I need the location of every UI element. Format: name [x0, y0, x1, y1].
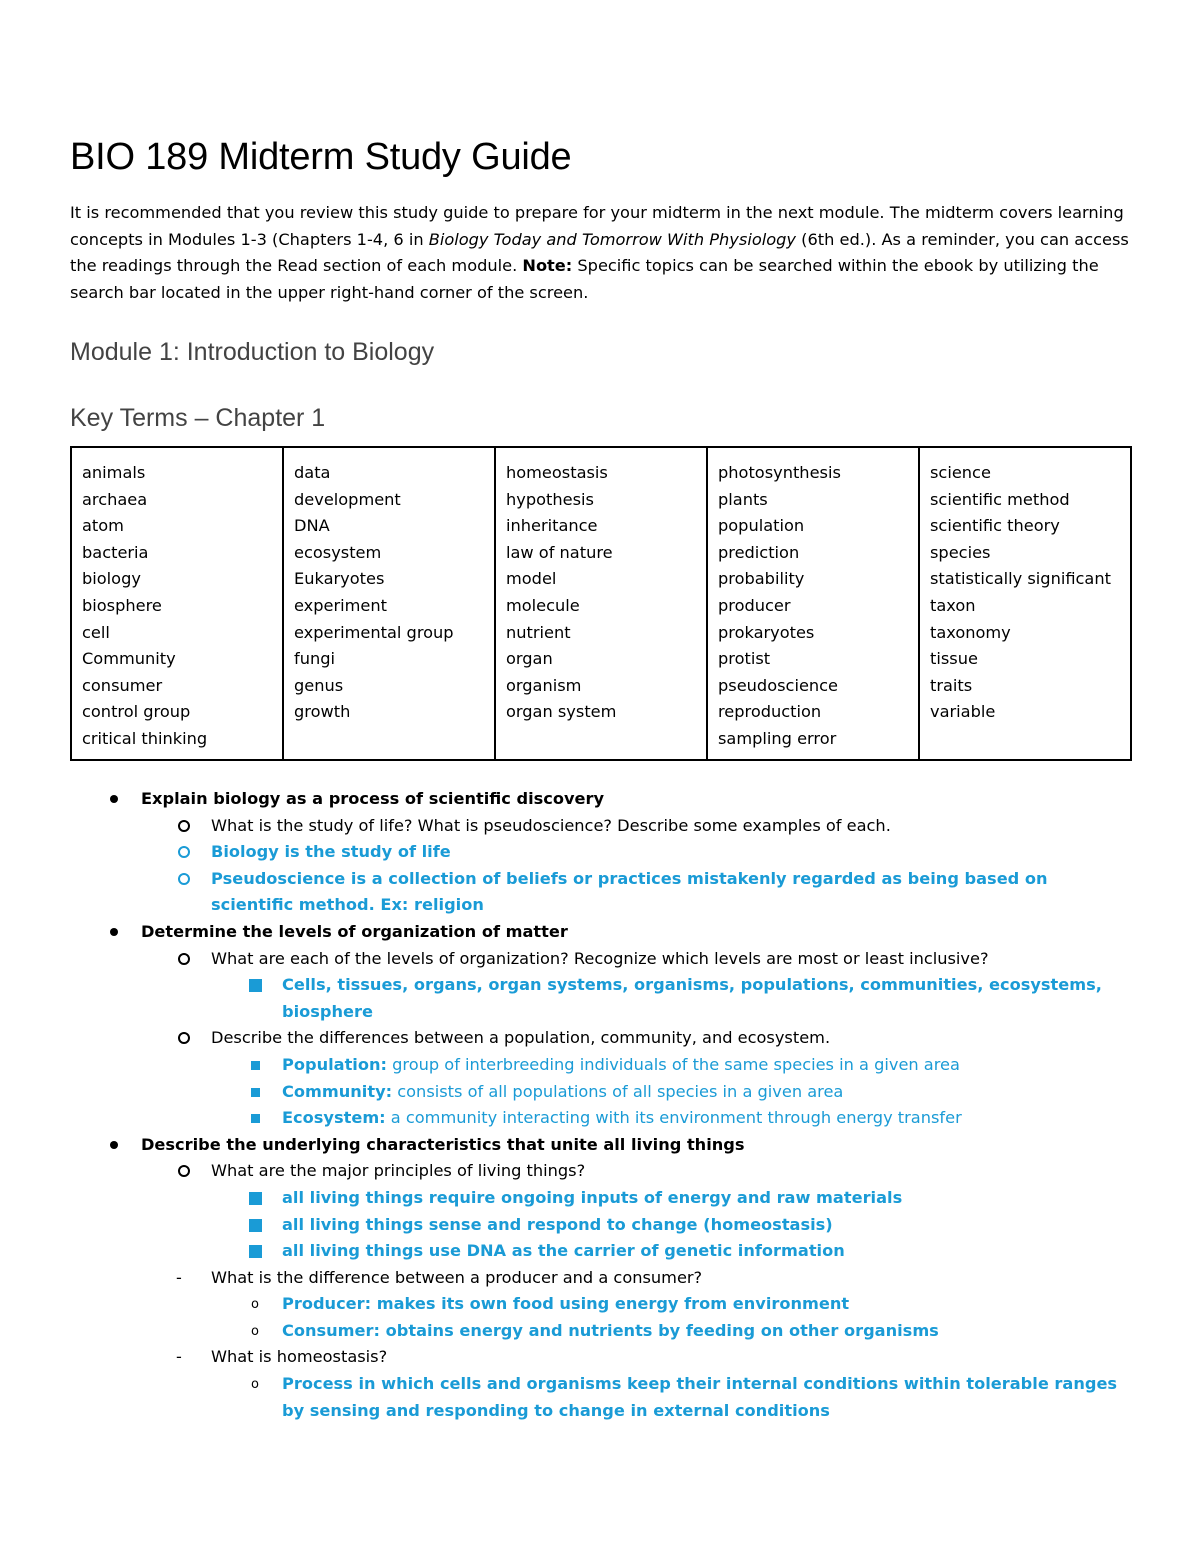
definition-term: Population:	[282, 1054, 387, 1074]
term: Community	[82, 649, 176, 669]
term: biology	[82, 569, 141, 589]
outline-answer: all living things sense and respond to change (homeostasis)	[0, 1212, 1200, 1239]
term: Eukaryotes	[294, 569, 385, 589]
bullet-square-icon	[251, 1061, 260, 1070]
term: control group	[82, 702, 191, 722]
term: critical thinking	[82, 728, 208, 748]
term: science	[930, 463, 991, 482]
term: producer	[718, 595, 791, 615]
term: experiment	[294, 595, 387, 615]
book-title: Biology Today and Tomorrow With Physiology	[428, 229, 796, 249]
bullet-square-icon	[249, 979, 262, 992]
term: scientific theory	[930, 516, 1060, 536]
term: variable	[930, 702, 996, 722]
term: population	[718, 516, 805, 536]
bullet-circle-icon	[178, 1032, 190, 1044]
term: plants	[718, 489, 768, 509]
study-outline	[0, 786, 1200, 1424]
terms-column-4	[707, 447, 919, 760]
bullet-circle-icon	[178, 953, 190, 965]
bullet-dash-icon: -	[176, 1267, 182, 1287]
term: prediction	[718, 542, 800, 562]
bullet-square-icon	[249, 1192, 262, 1205]
key-terms-row	[71, 447, 1131, 760]
term: data	[294, 463, 331, 482]
bullet-dot-icon	[110, 795, 118, 803]
bullet-dash-icon: -	[176, 1347, 182, 1367]
term: photosynthesis	[718, 463, 841, 482]
terms-column-1	[71, 447, 283, 760]
term: tissue	[930, 649, 978, 669]
bullet-circle-icon	[178, 846, 190, 858]
term: inheritance	[506, 516, 598, 536]
term: organism	[506, 675, 582, 695]
term: genus	[294, 675, 344, 695]
bullet-dot-icon	[110, 1141, 118, 1149]
bullet-dot-icon	[110, 928, 118, 936]
bullet-square-icon	[251, 1088, 260, 1097]
term: animals	[82, 463, 146, 482]
module-heading: Module 1: Introduction to Biology	[70, 338, 435, 366]
definition-term: Community:	[282, 1081, 393, 1101]
outline-answer	[0, 1079, 1200, 1106]
bullet-square-icon	[249, 1219, 262, 1232]
bullet-o-icon: o	[251, 1297, 259, 1313]
outline-answer	[0, 1052, 1200, 1079]
term: protist	[718, 649, 771, 669]
outline-answer	[0, 1105, 1200, 1132]
bullet-square-icon	[249, 1245, 262, 1258]
term: development	[294, 489, 401, 509]
term: law of nature	[506, 542, 613, 562]
definition-text: group of interbreeding individuals of the same species in a given area	[386, 1054, 960, 1074]
term: growth	[294, 702, 351, 722]
term: reproduction	[718, 702, 822, 722]
term: model	[506, 569, 557, 589]
term: species	[930, 542, 991, 562]
term: sampling error	[718, 728, 837, 748]
outline-answer: all living things require ongoing inputs of energy and raw materials	[0, 1185, 1200, 1212]
page-title: BIO 189 Midterm Study Guide	[70, 136, 572, 178]
term: atom	[82, 516, 124, 536]
outline-answer: o Producer: makes its own food using energy from environment	[0, 1291, 1200, 1318]
outline-answer: Cells, tissues, organs, organ systems, organisms, populations, communities, ecosystems, biosphere	[0, 972, 1200, 1025]
outline-answer: all living things use DNA as the carrier of genetic information	[0, 1238, 1200, 1265]
term: nutrient	[506, 622, 571, 642]
outline-question: What is the study of life? What is pseudoscience? Describe some examples of each.	[0, 813, 1200, 840]
definition-text: a community interacting with its environment through energy transfer	[385, 1108, 962, 1128]
term: taxonomy	[930, 622, 1011, 642]
term: archaea	[82, 489, 148, 509]
term: hypothesis	[506, 489, 594, 509]
term: biosphere	[82, 595, 162, 615]
outline-heading: Describe the underlying characteristics that unite all living things	[0, 1132, 1200, 1159]
outline-question: - What is homeostasis?	[0, 1344, 1200, 1371]
intro-text-1: It is recommended that you review this study guide to prepare for your midterm in the next module. The midterm covers learning concepts in Modules 1-3 (Chapters 1-4, 6 in	[70, 203, 1124, 249]
intro-text-2: (6th ed.). As a reminder, you can access the readings through the Read section of each module.	[70, 229, 1129, 276]
bullet-circle-icon	[178, 820, 190, 832]
term: prokaryotes	[718, 622, 815, 642]
terms-column-5	[919, 447, 1131, 760]
term: taxon	[930, 595, 976, 615]
outline-heading: Determine the levels of organization of matter	[0, 919, 1200, 946]
terms-column-2	[283, 447, 495, 760]
term: ecosystem	[294, 542, 382, 562]
term: fungi	[294, 649, 335, 669]
term: organ	[506, 649, 553, 669]
outline-heading: Explain biology as a process of scientific discovery	[0, 786, 1200, 813]
note-label: Note:	[522, 256, 573, 276]
term: pseudoscience	[718, 675, 839, 695]
definition-text: consists of all populations of all species in a given area	[392, 1081, 844, 1101]
outline-question: What are the major principles of living things?	[0, 1158, 1200, 1185]
outline-answer: o Process in which cells and organisms keep their internal conditions within tolerable ranges by sensing and responding to change in external conditions	[251, 1374, 1118, 1420]
outline-question: Describe the differences between a population, community, and ecosystem.	[0, 1025, 1200, 1052]
outline-question: What are each of the levels of organization? Recognize which levels are most or least inclusive?	[0, 946, 1200, 973]
term: scientific method	[930, 489, 1070, 509]
bullet-o-icon: o	[251, 1377, 259, 1393]
intro-text-3: Specific topics can be searched within the ebook by utilizing the search bar located in the upper right-hand corner of the screen.	[70, 256, 1099, 302]
term: bacteria	[82, 542, 149, 562]
key-terms-table	[70, 446, 1132, 761]
term: homeostasis	[506, 463, 608, 482]
bullet-square-icon	[251, 1114, 260, 1123]
outline-answer: Biology is the study of life	[0, 839, 1200, 866]
definition-term: Ecosystem:	[282, 1108, 386, 1128]
key-terms-heading: Key Terms – Chapter 1	[70, 404, 326, 432]
term: experimental group	[294, 622, 454, 642]
term: consumer	[82, 675, 163, 695]
bullet-circle-icon	[178, 873, 190, 885]
term: statistically significant	[930, 569, 1111, 589]
term: cell	[82, 622, 110, 642]
term: probability	[718, 569, 805, 589]
term: DNA	[294, 516, 330, 536]
bullet-circle-icon	[178, 1165, 190, 1177]
intro-paragraph	[70, 200, 1130, 306]
terms-column-3	[495, 447, 707, 760]
term: molecule	[506, 595, 580, 615]
outline-answer: o Consumer: obtains energy and nutrients by feeding on other organisms	[0, 1318, 1200, 1345]
term: organ system	[506, 702, 617, 722]
bullet-o-icon: o	[251, 1323, 259, 1339]
outline-question: - What is the difference between a producer and a consumer?	[0, 1265, 1200, 1292]
term: traits	[930, 675, 973, 695]
outline-answer: Pseudoscience is a collection of beliefs or practices mistakenly regarded as being based on scientific method. Ex: religion	[0, 866, 1200, 919]
